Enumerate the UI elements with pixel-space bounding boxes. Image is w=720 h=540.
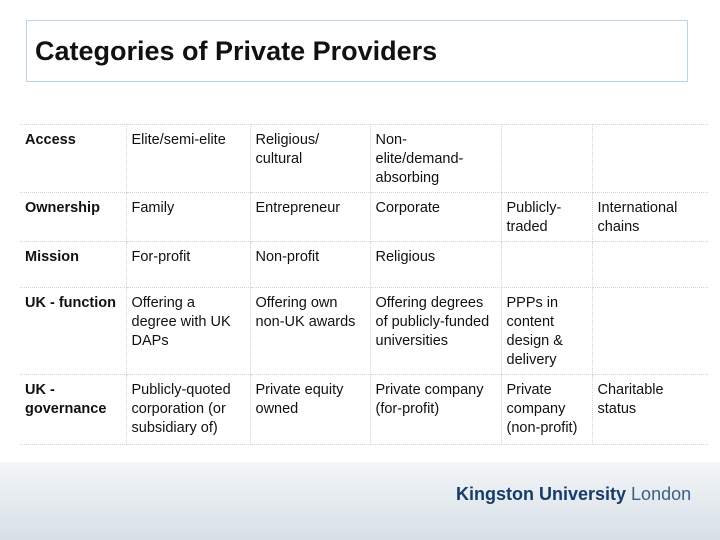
page-title: Categories of Private Providers [35,35,438,66]
table-row-mission [20,242,708,288]
table-cell: Elite/semi-elite [126,125,250,193]
title-box [26,20,688,82]
table-cell [501,242,592,288]
table-row-access [20,125,708,193]
row-label-ownership: Ownership [20,193,126,242]
table-cell: Private company (non-profit) [501,375,592,445]
row-label-uk-governance: UK - governance [20,375,126,445]
table-cell [501,125,592,193]
table-cell: Corporate [370,193,501,242]
table-cell: Publicly-traded [501,193,592,242]
table-cell: Family [126,193,250,242]
table-row-uk-function [20,288,708,375]
table-cell: Religious [370,242,501,288]
table-cell [592,288,708,375]
table-cell: Offering degrees of publicly-funded universities [370,288,501,375]
table-cell: For-profit [126,242,250,288]
table-cell: International chains [592,193,708,242]
table-cell: Non-profit [250,242,370,288]
providers-table [20,124,708,445]
row-label-uk-function: UK - function [20,288,126,375]
table-cell [592,242,708,288]
table-cell: Entrepreneur [250,193,370,242]
table-row-ownership [20,193,708,242]
table-cell: Offering a degree with UK DAPs [126,288,250,375]
table-cell [592,125,708,193]
table-cell: Non-elite/demand-absorbing [370,125,501,193]
table-cell: Private equity owned [250,375,370,445]
table-row-uk-governance [20,375,708,445]
table-cell: Offering own non-UK awards [250,288,370,375]
logo-name: Kingston University [456,484,627,504]
table-cell: Publicly-quoted corporation (or subsidiary of) [126,375,250,445]
table-cell: PPPs in content design & delivery [501,288,592,375]
row-label-mission: Mission [20,242,126,288]
table-cell: Private company (for-profit) [370,375,501,445]
row-label-access: Access [20,125,126,193]
university-logo [456,484,691,505]
table-cell: Charitable status [592,375,708,445]
logo-city: London [631,484,692,504]
table-cell: Religious/ cultural [250,125,370,193]
